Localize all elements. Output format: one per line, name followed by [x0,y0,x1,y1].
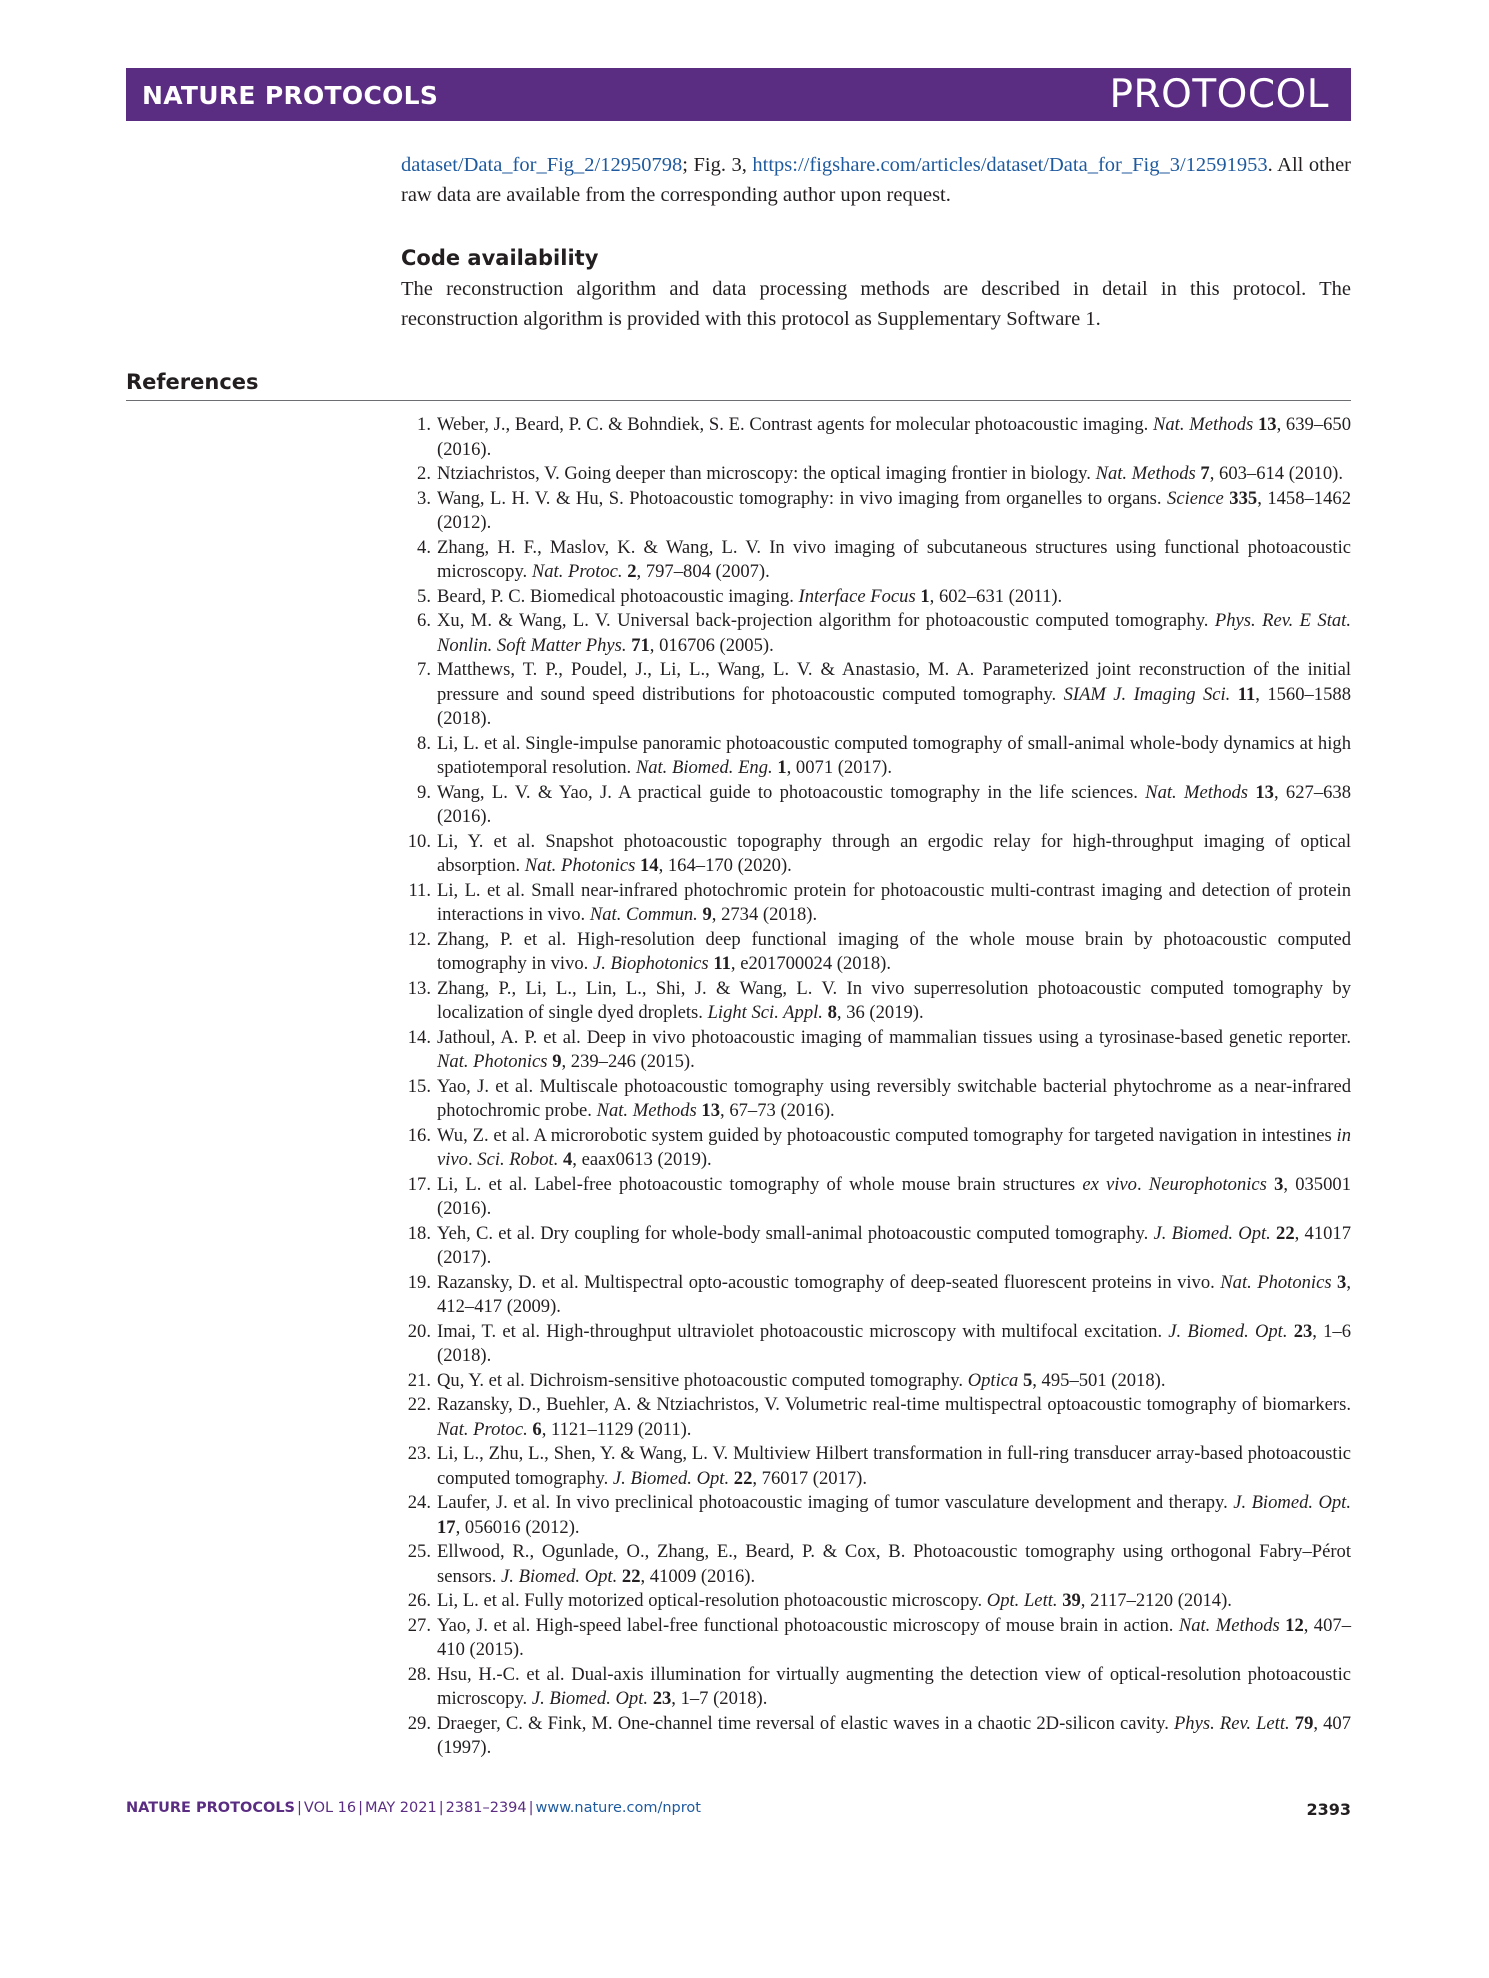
data-availability-fig3-label: ; Fig. 3, [682,154,747,176]
reference-item [401,1271,1351,1320]
reference-pages-year: , 407 (1997). [437,1712,1352,1758]
reference-pages-year: , 76017 (2017). [752,1467,868,1489]
reference-journal: Neurophotonics [1148,1173,1267,1195]
reference-volume: 22 [621,1565,641,1587]
reference-journal: Nat. Methods [1152,414,1254,435]
reference-journal: J. Biomed. Opt. [1168,1320,1288,1342]
reference-number: 14. [407,1026,431,1048]
reference-number: 11. [408,879,431,901]
reference-item [401,732,1351,781]
reference-journal: J. Biomed. Opt. [1153,1222,1271,1244]
reference-volume: 11 [713,953,731,974]
reference-journal: Nat. Biomed. Eng. [635,757,773,778]
reference-authors-title: Li, L. et al. Small near-infrared photochromic protein for photoacoustic multi-contrast imaging and detection of protein interactions in vivo. [437,879,1351,925]
reference-number: 10. [407,830,431,852]
reference-volume: 7 [1200,463,1210,484]
reference-number: 9. [417,781,431,803]
figshare-link-fig2[interactable]: dataset/Data_for_Fig_2/12950798 [401,154,683,176]
reference-number: 17. [407,1173,431,1195]
reference-item [401,1614,1351,1663]
reference-journal: Light Sci. Appl. [707,1002,823,1023]
journal-name: NATURE PROTOCOLS [142,81,439,110]
reference-authors-title: Jathoul, A. P. et al. Deep in vivo photoacoustic imaging of mammalian tissues using a tyrosinase-based genetic reporter. [437,1026,1351,1048]
reference-journal: Optica [967,1369,1019,1391]
reference-volume: 11 [1237,683,1256,705]
reference-number: 22. [407,1394,431,1415]
reference-volume: 9 [552,1051,562,1072]
reference-number: 18. [407,1222,431,1244]
reference-item [401,487,1351,536]
reference-number: 27. [407,1614,431,1636]
data-availability-text [401,150,1351,210]
reference-number: 1. [417,414,431,435]
reference-emphasis: ex vivo [1082,1173,1137,1195]
reference-pages-year: , 035001 (2016). [437,1173,1351,1219]
reference-journal: Interface Focus [798,585,916,607]
reference-volume: 335 [1229,487,1258,509]
reference-authors-title: Razansky, D. et al. Multispectral opto-acoustic tomography of deep-seated fluorescent proteins in vivo. [437,1271,1221,1293]
reference-number: 21. [407,1369,431,1391]
reference-authors-title: Li, L. et al. Fully motorized optical-resolution photoacoustic microscopy. [437,1590,987,1611]
reference-list [401,413,1351,1761]
reference-journal: Nat. Photonics [437,1051,548,1072]
reference-volume: 23 [1293,1320,1313,1342]
reference-volume: 12 [1285,1614,1304,1636]
reference-volume: 3 [1274,1173,1284,1195]
reference-authors-title: Li, L. et al. Label-free photoacoustic tomography of whole mouse brain structures [437,1173,1083,1195]
reference-number: 25. [407,1541,431,1562]
reference-pages-year: , 639–650 (2016). [437,414,1351,460]
reference-number: 20. [407,1320,431,1342]
footer-url-link[interactable]: www.nature.com/nprot [535,1800,701,1816]
reference-number: 5. [417,585,431,607]
reference-authors-title: Weber, J., Beard, P. C. & Bohndiek, S. E. Contrast agents for molecular photoacoustic imaging. [437,414,1153,435]
reference-volume: 6 [532,1418,542,1440]
reference-item [401,1442,1351,1491]
reference-pages-year: , 412–417 (2009). [437,1271,1351,1317]
reference-volume: 39 [1062,1590,1081,1611]
reference-item [401,977,1351,1026]
reference-pages-year: , 36 (2019). [836,1002,924,1023]
reference-pages-year: , 2117–2120 (2014). [1080,1590,1232,1611]
reference-authors-title: Li, Y. et al. Snapshot photoacoustic topography through an ergodic relay for high-throughput imaging of optical absorption. [437,830,1351,876]
reference-pages-year: , 41017 (2017). [437,1222,1351,1268]
reference-journal: Nat. Methods [1095,463,1196,484]
reference-authors-title: Ntziachristos, V. Going deeper than microscopy: the optical imaging frontier in biology. [437,463,1096,484]
reference-item [401,879,1351,928]
reference-pages-year: , 407–410 (2015). [437,1614,1351,1660]
reference-pages-year: , 495–501 (2018). [1032,1369,1166,1391]
reference-item [401,609,1351,658]
page-footer: NATURE PROTOCOLS | VOL 16 | MAY 2021 | 2381–2394 | www.nature.com/nprot 2393 [126,1800,1351,1819]
reference-authors-title: Razansky, D., Buehler, A. & Ntziachristos, V. Volumetric real-time multispectral optoacoustic tomography of biomarkers. [437,1394,1351,1415]
reference-authors-title: Wang, L. V. & Yao, J. A practical guide to photoacoustic tomography in the life sciences. [437,781,1146,803]
reference-journal: Nat. Commun. [589,904,698,925]
reference-volume: 2 [627,561,637,582]
reference-journal: Phys. Rev. Lett. [1173,1712,1290,1734]
footer-date: MAY 2021 [365,1800,437,1816]
reference-item [401,928,1351,977]
reference-authors-title: Draeger, C. & Fink, M. One-channel time reversal of elastic waves in a chaotic 2D-silicon cavity. [437,1712,1174,1734]
data-availability-sentence: . All other raw data are available from the corresponding author upon request. [401,154,1352,206]
reference-journal: Nat. Methods [1178,1614,1280,1636]
reference-volume: 1 [920,585,930,607]
reference-pages-year: , 603–614 (2010). [1209,463,1343,484]
reference-authors-title: Xu, M. & Wang, L. V. Universal back-projection algorithm for photoacoustic computed tomography. [437,610,1215,631]
reference-number: 2. [417,463,431,484]
reference-pages-year: , 797–804 (2007). [636,561,770,582]
reference-journal: Nat. Protoc. [437,1418,528,1440]
reference-number: 15. [407,1075,431,1097]
reference-pages-year: , 2734 (2018). [711,904,818,925]
reference-pages-year: , e201700024 (2018). [730,953,891,974]
reference-journal: J. Biomed. Opt. [501,1565,618,1587]
reference-number: 8. [417,732,431,754]
reference-item [401,1663,1351,1712]
reference-journal: Nat. Photonics [1220,1271,1332,1293]
reference-volume: 9 [702,904,712,925]
reference-journal: SIAM J. Imaging Sci. [1063,683,1231,705]
reference-pages-year: , 41009 (2016). [640,1565,756,1587]
reference-authors-title: Hsu, H.-C. et al. Dual-axis illumination for virtually augmenting the detection view of optical-resolution photoacoustic microscopy. [437,1663,1351,1709]
reference-emphasis: in vivo [437,1124,1351,1170]
reference-journal: J. Biomed. Opt. [531,1688,649,1709]
reference-item [401,1075,1351,1124]
reference-item [401,1393,1351,1442]
reference-item [401,1712,1351,1761]
reference-journal: Nat. Protoc. [531,561,623,582]
reference-journal: J. Biomed. Opt. [612,1467,730,1489]
reference-journal: Nat. Methods [1145,781,1249,803]
reference-item [401,1369,1351,1394]
reference-item [401,830,1351,879]
reference-number: 28. [407,1663,431,1685]
reference-item [401,1026,1351,1075]
reference-number: 26. [407,1590,431,1611]
reference-pages-year: , 1121–1129 (2011). [541,1418,692,1440]
reference-pages-year: , 602–631 (2011). [929,585,1063,607]
reference-number: 6. [417,610,431,631]
reference-journal: Nat. Photonics [524,855,636,876]
reference-volume: 22 [733,1467,753,1489]
reference-authors-title: Zhang, P., Li, L., Lin, L., Shi, J. & Wang, L. V. In vivo superresolution photoacoustic computed tomography by localization of single dyed droplets. [437,977,1351,1023]
reference-volume: 4 [563,1149,573,1170]
footer-volume: VOL 16 [303,1800,357,1816]
references-divider [126,400,1351,401]
reference-pages-year: , eaax0613 (2019). [572,1149,712,1170]
reference-item [401,781,1351,830]
reference-separator: . [467,1149,478,1170]
reference-authors-title: Wu, Z. et al. A microrobotic system guided by photoacoustic computed tomography for targeted navigation in intestines [437,1124,1337,1146]
reference-item [401,1491,1351,1540]
reference-journal: Sci. Robot. [477,1149,559,1170]
reference-number: 12. [407,928,431,950]
page-number: 2393 [1306,1800,1351,1819]
reference-item [401,658,1351,732]
references-heading: References [126,370,259,394]
reference-item [401,536,1351,585]
reference-authors-title: Zhang, H. F., Maslov, K. & Wang, L. V. In vivo imaging of subcutaneous structures using functional photoacoustic microscopy. [437,536,1351,582]
reference-item [401,1222,1351,1271]
reference-volume: 5 [1022,1369,1033,1391]
reference-volume: 14 [639,855,659,876]
reference-number: 29. [407,1712,431,1734]
reference-item [401,413,1351,462]
reference-journal: Nat. Methods [596,1100,697,1121]
reference-volume: 13 [701,1100,721,1121]
reference-separator: . [1136,1173,1149,1195]
reference-number: 4. [417,536,431,558]
reference-number: 7. [417,659,431,680]
reference-volume: 1 [777,757,787,778]
reference-authors-title: Zhang, P. et al. High-resolution deep functional imaging of the whole mouse brain by photoacoustic computed tomography in vivo. [437,928,1351,974]
reference-volume: 3 [1337,1271,1347,1293]
reference-number: 19. [407,1271,431,1293]
reference-authors-title: Li, L., Zhu, L., Shen, Y. & Wang, L. V. Multiview Hilbert transformation in full-ring transducer array-based photoacoustic computed tomography. [437,1443,1351,1489]
reference-pages-year: , 164–170 (2020). [658,855,792,876]
reference-pages-year: , 0071 (2017). [786,757,892,778]
reference-item [401,1320,1351,1369]
reference-pages-year: , 1458–1462 (2012). [437,487,1351,533]
reference-authors-title: Yao, J. et al. Multiscale photoacoustic tomography using reversibly switchable bacterial phytochrome as a near-infrared photochromic probe. [437,1075,1351,1121]
reference-number: 3. [417,487,431,509]
reference-journal: J. Biomed. Opt. [1233,1492,1351,1513]
code-availability-heading: Code availability [401,246,599,270]
reference-volume: 8 [827,1002,837,1023]
reference-volume: 22 [1276,1222,1295,1244]
reference-journal: Science [1167,487,1224,509]
reference-authors-title: Imai, T. et al. High-throughput ultraviolet photoacoustic microscopy with multifocal excitation. [437,1320,1169,1342]
reference-item [401,1589,1351,1614]
reference-item [401,1540,1351,1589]
reference-authors-title: Yeh, C. et al. Dry coupling for whole-body small-animal photoacoustic computed tomography. [437,1222,1154,1244]
reference-authors-title: Ellwood, R., Ogunlade, O., Zhang, E., Beard, P. & Cox, B. Photoacoustic tomography using orthogonal Fabry–Pérot sensors. [437,1541,1351,1587]
footer-pages: 2381–2394 [445,1800,527,1816]
reference-authors-title: Qu, Y. et al. Dichroism-sensitive photoacoustic computed tomography. [437,1369,968,1391]
reference-number: 23. [407,1443,431,1464]
reference-volume: 79 [1294,1712,1314,1734]
reference-volume: 17 [437,1516,456,1538]
reference-authors-title: Li, L. et al. Single-impulse panoramic photoacoustic computed tomography of small-animal whole-body dynamics at high spatiotemporal resolution. [437,732,1351,778]
reference-pages-year: , 1560–1588 (2018). [437,683,1351,729]
article-type: PROTOCOL [1109,72,1329,117]
reference-item [401,462,1351,487]
reference-journal: J. Biophotonics [592,953,709,974]
reference-number: 13. [407,977,431,999]
journal-header-bar [126,68,1351,121]
reference-pages-year: , 239–246 (2015). [561,1051,695,1072]
reference-volume: 23 [652,1688,672,1709]
reference-volume: 13 [1255,781,1274,803]
reference-journal: Phys. Rev. E Stat. Nonlin. Soft Matter Phys. [437,610,1351,656]
reference-volume: 71 [631,634,650,656]
footer-journal: NATURE PROTOCOLS [126,1800,296,1816]
reference-volume: 13 [1257,414,1277,435]
reference-item [401,585,1351,610]
reference-number: 16. [407,1124,431,1146]
figshare-link-fig3[interactable]: https://figshare.com/articles/dataset/Data_for_Fig_3/12591953 [752,154,1268,176]
reference-item [401,1173,1351,1222]
reference-pages-year: , 016706 (2005). [649,634,774,656]
reference-pages-year: , 67–73 (2016). [720,1100,835,1121]
code-availability-text: The reconstruction algorithm and data processing methods are described in detail in this protocol. The reconstruction algorithm is provided with this protocol as Supplementary Software 1. [401,278,1351,330]
reference-item [401,1124,1351,1173]
reference-authors-title: Yao, J. et al. High-speed label-free functional photoacoustic microscopy of mouse brain in action. [437,1614,1179,1636]
reference-number: 24. [407,1492,431,1513]
reference-authors-title: Beard, P. C. Biomedical photoacoustic imaging. [437,585,799,607]
reference-pages-year: , 1–7 (2018). [671,1688,768,1709]
reference-pages-year: , 1–6 (2018). [437,1320,1351,1366]
reference-authors-title: Laufer, J. et al. In vivo preclinical photoacoustic imaging of tumor vasculature development and therapy. [437,1492,1234,1513]
reference-pages-year: , 627–638 (2016). [437,781,1352,827]
reference-journal: Opt. Lett. [986,1590,1058,1611]
reference-authors-title: Matthews, T. P., Poudel, J., Li, L., Wang, L. V. & Anastasio, M. A. Parameterized joint reconstruction of the initial pressure and sound speed distributions for photoacoustic computed tomography. [437,659,1351,705]
reference-pages-year: , 056016 (2012). [455,1516,580,1538]
reference-authors-title: Wang, L. H. V. & Hu, S. Photoacoustic tomography: in vivo imaging from organelles to organs. [437,487,1168,509]
